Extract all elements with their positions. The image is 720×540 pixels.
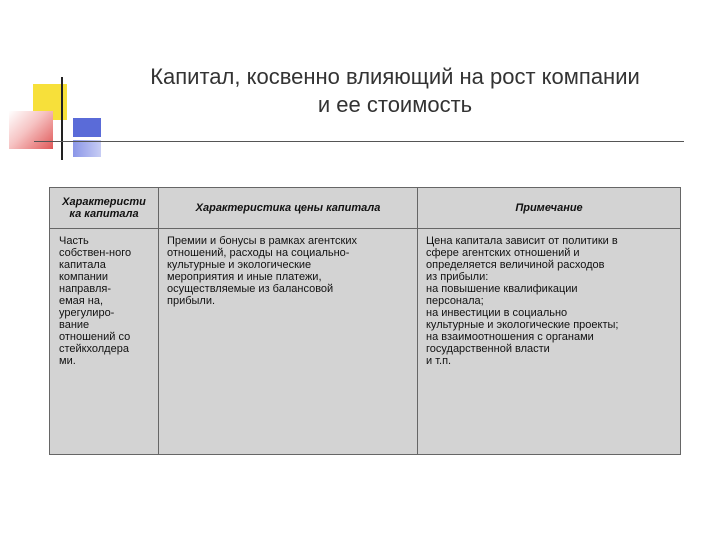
cell-text-line: на повышение квалификации: [426, 283, 578, 295]
slide-title: [80, 63, 710, 119]
cell-price-description: [159, 229, 418, 455]
cell-text-line: Часть: [59, 235, 89, 247]
cell-text-line: направля-: [59, 283, 112, 295]
cell-text-line: государственной власти: [426, 343, 550, 355]
header-note: [418, 188, 681, 229]
capital-table: [49, 187, 681, 455]
decor-blue-square: [73, 118, 101, 137]
cell-text-line: и т.п.: [426, 355, 452, 367]
cell-text-line: отношений со: [59, 331, 131, 343]
slide-title-line-1: Капитал, косвенно влияющий на рост компании: [150, 64, 640, 89]
header-text: Характеристи: [62, 196, 146, 208]
cell-text-line: культурные и экологические: [167, 259, 312, 271]
cell-text-line: на взаимоотношения с органами: [426, 331, 594, 343]
cell-text-line: Цена капитала зависит от политики в: [426, 235, 618, 247]
header-price-characteristic: [159, 188, 418, 229]
table-header-row: [50, 188, 681, 229]
cell-text-line: капитала: [59, 259, 106, 271]
cell-text-line: стейкхолдера: [59, 343, 129, 355]
cell-text-line: из прибыли:: [426, 271, 489, 283]
cell-text-line: ми.: [59, 355, 76, 367]
cell-text-line: определяется величиной расходов: [426, 259, 605, 271]
cell-text-line: персонала;: [426, 295, 484, 307]
cell-text-line: на инвестиции в социально: [426, 307, 568, 319]
header-text: ка капитала: [69, 208, 139, 220]
header-capital-characteristic: [50, 188, 159, 229]
decor-vertical-line: [61, 77, 63, 160]
cell-text-line: мероприятия и иные платежи,: [167, 271, 322, 283]
cell-text-line: вание: [59, 319, 90, 331]
cell-text-line: осуществляемые из балансовой: [167, 283, 334, 295]
cell-text-line: емая на,: [59, 295, 104, 307]
slide-title-line-2: и ее стоимость: [317, 92, 473, 117]
cell-note: [418, 229, 681, 455]
cell-text-line: культурные и экологические проекты;: [426, 319, 619, 331]
decor-light-blue-square: [73, 140, 101, 157]
table-row: [50, 229, 681, 455]
cell-text-line: урегулиро-: [59, 307, 115, 319]
cell-text-line: компании: [59, 271, 109, 283]
cell-capital-description: [50, 229, 159, 455]
cell-text-line: Премии и бонусы в рамках агентских: [167, 235, 357, 247]
header-text: Характеристика цены капитала: [195, 202, 381, 214]
cell-text-line: сфере агентских отношений и: [426, 247, 580, 259]
title-underline: [34, 141, 684, 142]
decor-red-gradient-square: [9, 111, 53, 149]
cell-text-line: собствен-ного: [59, 247, 132, 259]
cell-text-line: отношений, расходы на социально-: [167, 247, 350, 259]
header-text: Примечание: [515, 202, 583, 214]
cell-text-line: прибыли.: [167, 295, 216, 307]
